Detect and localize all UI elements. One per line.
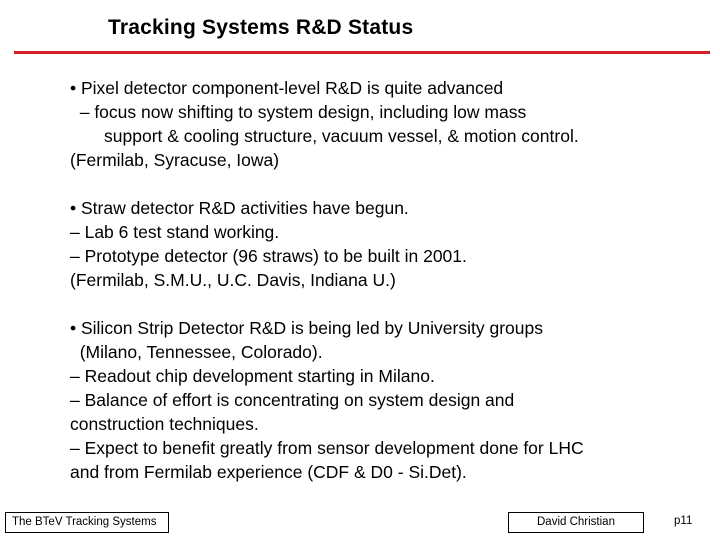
straw-bullet-line: • Straw detector R&D activities have begun. <box>70 198 409 218</box>
silicon-detail-line: construction techniques. <box>70 414 259 434</box>
silicon-detail-line: – Balance of effort is concentrating on system design and <box>70 390 515 410</box>
silicon-strip-section <box>70 316 584 484</box>
page-number: p11 <box>674 515 693 527</box>
silicon-detail-line: – Expect to benefit greatly from sensor development done for LHC <box>70 438 584 458</box>
straw-detail-line: – Prototype detector (96 straws) to be built in 2001. <box>70 246 467 266</box>
pixel-institutions: (Fermilab, Syracuse, Iowa) <box>70 150 280 170</box>
pixel-detail-line: – focus now shifting to system design, including low mass <box>70 102 527 122</box>
title-divider <box>14 51 710 54</box>
silicon-detail-line: – Readout chip development starting in Milano. <box>70 366 435 386</box>
straw-detail-line: – Lab 6 test stand working. <box>70 222 280 242</box>
straw-detector-section <box>70 196 467 292</box>
straw-institutions: (Fermilab, S.M.U., U.C. Davis, Indiana U.) <box>70 270 396 290</box>
footer-presentation-name: The BTeV Tracking Systems <box>5 512 169 533</box>
pixel-bullet-line: • Pixel detector component-level R&D is quite advanced <box>70 78 504 98</box>
pixel-detector-section <box>70 76 579 172</box>
silicon-institutions: (Milano, Tennessee, Colorado). <box>70 342 323 362</box>
silicon-bullet-line: • Silicon Strip Detector R&D is being led by University groups <box>70 318 543 338</box>
pixel-detail-line: support & cooling structure, vacuum vessel, & motion control. <box>70 126 579 146</box>
silicon-detail-line: and from Fermilab experience (CDF & D0 - Si.Det). <box>70 462 467 482</box>
footer-author: David Christian <box>508 512 644 533</box>
slide-title: Tracking Systems R&D Status <box>108 16 414 39</box>
